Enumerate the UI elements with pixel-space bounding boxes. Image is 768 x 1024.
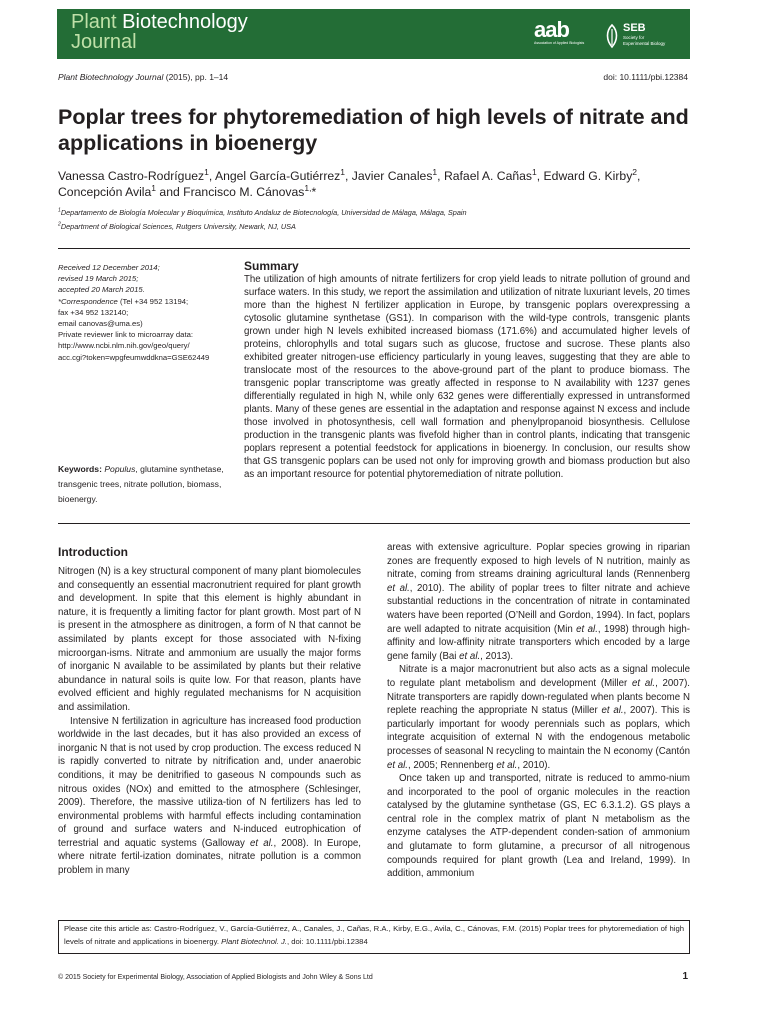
citation-doi: , doi: 10.1111/pbi.12384 (286, 936, 368, 946)
reviewer-link-url-2[interactable]: acc.cgi?token=wpgfeumwddkna=GSE62449 (58, 352, 210, 362)
journal-citation-pages: (2015), pp. 1–14 (163, 72, 229, 82)
aab-logo-subtitle: Association of Applied Biologists (534, 41, 585, 45)
page-number: 1 (682, 971, 688, 982)
correspondence-fax: fax +34 952 132140; (58, 307, 129, 317)
summary-heading: Summary (244, 259, 299, 273)
affiliation-2: $^2$Department of Biological Sciences, Rutgers University, Newark, NJ, USA (58, 221, 296, 231)
accepted-date: accepted 20 March 2015. (58, 285, 145, 295)
seb-logo-subtitle (623, 35, 665, 46)
divider-top (58, 248, 690, 249)
article-title: Poplar trees for phytoremediation of high levels of nitrate and applications in bioenergy (58, 105, 689, 155)
received-date: Received 12 December 2014; (58, 263, 160, 272)
aab-logo (534, 19, 594, 53)
correspondence-email[interactable]: email canovas@uma.es) (58, 319, 143, 329)
introduction-heading: Introduction (58, 545, 128, 559)
journal-name-line1-strong: Biotechnology (122, 11, 248, 33)
seb-logo-text: SEB (623, 22, 646, 34)
journal-name (71, 12, 248, 52)
article-history (58, 262, 233, 363)
divider-bottom (58, 523, 690, 524)
seb-logo-subtitle-2: Experimental Biology (623, 40, 666, 46)
doi[interactable]: doi: 10.1111/pbi.12384 (603, 72, 688, 82)
citation-journal: Plant Biotechnol. J. (221, 936, 287, 946)
correspondence-label: *Correspondence (58, 296, 118, 306)
journal-citation (58, 72, 228, 82)
reviewer-link-url-1[interactable]: http://www.ncbi.nlm.nih.gov/geo/query/ (58, 341, 190, 351)
aab-logo-text: aab (534, 17, 569, 42)
revised-date: revised 19 March 2015; (58, 274, 139, 284)
affiliation-1-text: Departamento de Biología Molecular y Bioquímica, Instituto Andaluz de Biotecnología, Universidad de Málaga, Málaga, Spain (60, 208, 467, 217)
reviewer-link-label: Private reviewer link to microarray data: (58, 330, 194, 340)
citation-text: Please cite this article as: Castro-Rodríguez, V., García-Gutiérrez, A., Canales, J., Cañas, R.A., Kirby, E.G., Avila, C., Cánovas, F.M. (2015) Poplar trees for phytoremediation of high levels of nitrate and applications in bioenergy. (64, 924, 684, 946)
author-list: Vanessa Castro-Rodríguez$^1$, Angel García-Gutiérrez$^1$, Javier Canales$^1$, Rafael A. Cañas$^1$, Edward G. Kirby$^2$, Concepción Avila$^1$ and Francisco M. Cánovas$^{1,}$* (58, 166, 641, 199)
journal-name-line1: Plant (71, 11, 117, 33)
seb-leaf-icon (603, 23, 621, 49)
summary-text: The utilization of high amounts of nitrate fertilizers for crop yield leads to nitrate pollution of ground and surface waters. In this study, we report the assimilation and utilization of nitrate luxuriant levels, 20 times more than the highest N fertilizer application in Europe, by transgenic poplars overexpressing a cytosolic glutamine synthetase (GS1). In comparison with the wild-type controls, transgenic plants grown under high N levels exhibited increased biomass (171.6%) and accumulated higher levels of proteins, chlorophylls and total sugars such as glucose, fructose and sucrose. These plants also exhibited greater nitrogen-use efficiency particularly in young leaves, suggesting that they are able to translocate most of the resources to the above-ground part of the plant to produce biomass. The transgenic poplar transcriptome was greatly affected in response to N availability with 1237 genes differentially regulated in high N, while only 632 genes were differentially expressed in untransformed plants. Many of these genes are essential in the adaptation and response against N excess and include those involved in photosynthesis, cell wall formation and phenylpropanoid biosynthesis. Cellulose production in the transgenic plants was fivefold higher than in control plants, indicating that transgenic poplars represent a potential feedstock for applications in bioenergy. In conclusion, our results show that GS transgenic poplars can be used not only for improving growth and biomass production but also as an important resource for potential phytoremediation of nitrate pollution. (244, 274, 690, 480)
journal-name-line2: Journal (71, 31, 137, 53)
keywords-label: Keywords: (58, 464, 102, 474)
keywords-list: , glutamine synthetase, transgenic trees, nitrate pollution, biomass, bioenergy. (58, 464, 224, 504)
affiliation-1: $^1$Departamento de Biología Molecular y Bioquímica, Instituto Andaluz de Biotecnología, Universidad de Málaga, Málaga, Spain (58, 207, 467, 217)
seb-logo (603, 20, 683, 52)
keyword-populus: Populus (104, 464, 136, 474)
body-column-right: areas with extensive agriculture. Poplar species growing in riparian zones are frequently exposed to high levels of N nutrition, mainly as nitrate, coming from streams draining agricultural lands (Rennenberg et al., 2010). The ability of poplar trees to filter nitrate and achieve substantial reductions in the concentration of nitrate in contaminated waters have been reported (O’Neill and Gordon, 1994). In fact, poplars are well adapted to nitrate acquisition (Min et al., 1998) through high-affinity and low-affinity nitrate transporters which encoded by a large gene family (Bai et al., 2013). Nitrate is a major macronutrient but also acts as a signal molecule to regulate plant metabolism and development (Miller et al., 2007). Nitrate transporters are rapidly down-regulated when plants become N replete reaching the appropriate N status (Miller et al., 2007). This is particularly important for woody perennials such as poplars, which integrate acquisition of external N with the endogenous metabolic processes of seasonal N recycling to maintain the N economy (Cantón et al., 2005; Rennenberg et al., 2010). Once taken up and transported, nitrate is reduced to ammo-nium and incorporated to the pool of organic molecules in the reaction catalysed by the glutamine synthetase (GS, EC 6.3.1.2). GS plays a central role in the complex matrix of plant N metabolism as the enzyme catalyses the ATP-dependent conden-sation of ammonium and glutamate to form glutamine, a precursor of all nitrogenous compounds required for plant growth (Lea and Ireland, 1999). In addition, ammonium (387, 542, 690, 880)
correspondence (58, 296, 233, 307)
copyright: © 2015 Society for Experimental Biology, Association of Applied Biologists and John Wiley & Sons Ltd (58, 974, 373, 981)
affiliation-2-text: Department of Biological Sciences, Rutgers University, Newark, NJ, USA (60, 222, 296, 231)
seb-logo-subtitle-1: Society for (623, 35, 645, 40)
correspondence-tel: (Tel +34 952 13194; (117, 296, 189, 306)
journal-banner (57, 9, 690, 59)
body-column-left: Nitrogen (N) is a key structural component of many plant biomolecules and consequently an essential macronutrient required for plant growth and development. In spite that this element is highly abundant in nature, it is frequently a limiting factor for plant growth. Most part of N is present in the atmosphere as dinitrogen, a form of N that cannot be assimilated by plants except for those associated with N-fixing microorgan-isms. Nitrate and ammonium are usually the major forms of inorganic N available to be assimilated by plants but their relative abundance in natural soils is quite low. For that reason, plants have evolved efficient and highly regulated mechanisms for N acquisition and assimilation. Intensive N fertilization in agriculture has increased food production worldwide in the last decades, but it has also provided an excess of inorganic N that is not used by crop production. The excess reduced N is rapidly converted to nitrate by nitrification and, under anaerobic conditions, it may be denitrified to gaseous N compounds such as nitrous oxides (NOx) and emitted to the atmosphere (Schlesinger, 2009). Therefore, the massive utiliza-tion of N fertilizers has led to environmental problems with harmful effects including contamination of ground and surface waters and N-induced eutrophication of terrestrial and aquatic systems (Galloway et al., 2008). In Europe, where nitrate fertil-ization dominates, nitrate pollution is a common problem in many (58, 566, 361, 877)
keywords (58, 462, 233, 507)
journal-citation-name: Plant Biotechnology Journal (58, 72, 164, 82)
citation-box (58, 920, 690, 954)
